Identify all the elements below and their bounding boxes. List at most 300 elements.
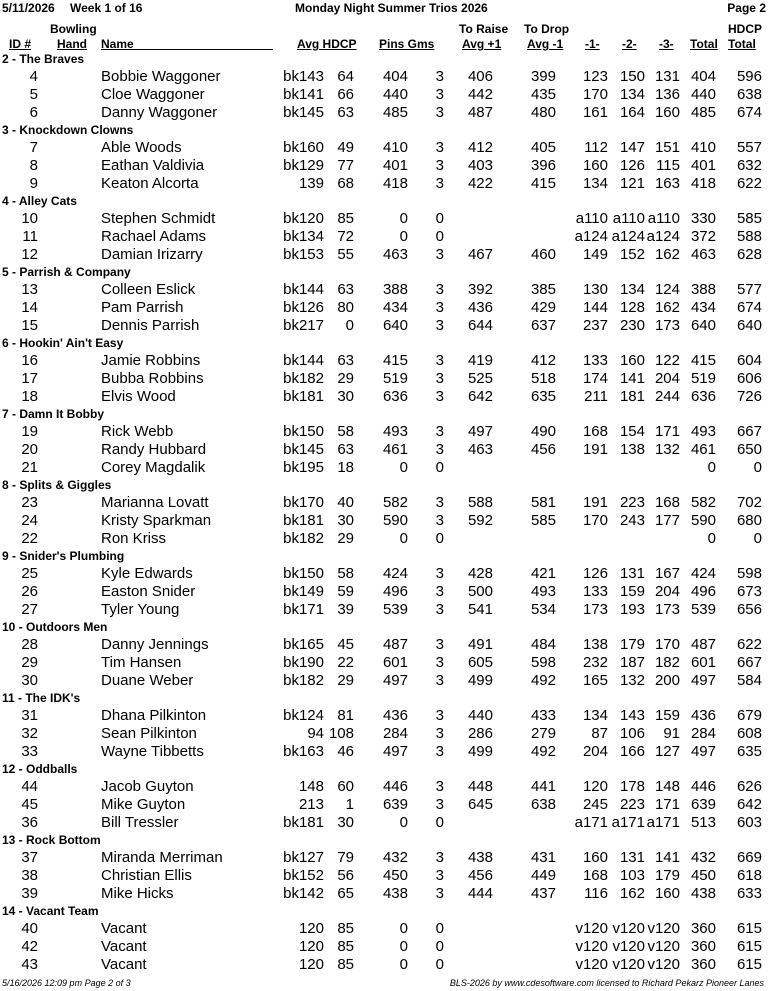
cell-pins: 487: [382, 636, 408, 653]
cell-id: 29: [21, 654, 38, 671]
cell-raise: 525: [467, 370, 493, 387]
cell-drop: 581: [530, 494, 556, 511]
cell-hdcp: 45: [337, 636, 354, 653]
cell-gms: 0: [435, 920, 444, 937]
cell-tot: 461: [690, 441, 716, 458]
cell-raise: 456: [467, 867, 493, 884]
cell-g3: 244: [654, 388, 680, 405]
cell-id: 44: [21, 778, 38, 795]
cell-g2: 134: [619, 86, 645, 103]
cell-avg: bk153: [283, 246, 324, 263]
cell-id: 21: [21, 459, 38, 476]
team-name: 3 - Knockdown Clowns: [2, 123, 134, 137]
cell-gms: 3: [435, 281, 444, 298]
cell-drop: 399: [530, 68, 556, 85]
bowler-row: [0, 441, 768, 459]
cell-tot: 636: [690, 388, 716, 405]
cell-gms: 0: [435, 459, 444, 476]
bowler-row: [0, 849, 768, 867]
bowler-row: [0, 956, 768, 974]
cell-tot: 330: [690, 210, 716, 227]
cell-g1: 133: [582, 352, 608, 369]
cell-htot: 618: [736, 867, 762, 884]
cell-g2: 152: [619, 246, 645, 263]
team-name: 11 - The IDK's: [2, 691, 81, 705]
cell-name: Kyle Edwards: [101, 565, 193, 582]
cell-tot: 401: [690, 157, 716, 174]
bowler-row: [0, 494, 768, 512]
team-heading: [0, 903, 768, 920]
team-name: 10 - Outdoors Men: [2, 620, 108, 634]
cell-g2: 159: [619, 583, 645, 600]
cell-drop: 279: [530, 725, 556, 742]
bowler-row: [0, 281, 768, 299]
cell-name: Rick Webb: [101, 423, 174, 440]
cell-gms: 0: [435, 530, 444, 547]
cell-g3: 167: [654, 565, 680, 582]
cell-pins: 519: [382, 370, 408, 387]
cell-drop: 637: [530, 317, 556, 334]
cell-avg: bk150: [283, 565, 324, 582]
cell-gms: 3: [435, 565, 444, 582]
cell-g1: 144: [582, 299, 608, 316]
cell-g1: 211: [584, 388, 608, 405]
cell-id: 30: [21, 672, 38, 689]
cell-htot: 632: [736, 157, 762, 174]
cell-hdcp: 80: [337, 299, 354, 316]
cell-g2: a171: [611, 814, 645, 831]
cell-g3: 160: [654, 885, 680, 902]
cell-name: Bill Tressler: [101, 814, 179, 831]
cell-avg: 120: [298, 920, 324, 937]
team-name: 4 - Alley Cats: [2, 194, 77, 208]
cell-pins: 461: [382, 441, 408, 458]
col-id: ID #: [9, 37, 32, 51]
cell-g2: 121: [619, 175, 645, 192]
cell-drop: 449: [530, 867, 556, 884]
cell-id: 45: [21, 796, 38, 813]
cell-name: Damian Irizarry: [101, 246, 203, 263]
cell-id: 36: [21, 814, 38, 831]
cell-tot: 539: [690, 601, 716, 618]
cell-gms: 3: [435, 725, 444, 742]
print-info: 5/16/2026 12:09 pm Page 2 of 3: [2, 978, 131, 988]
cell-hdcp: 85: [337, 956, 354, 973]
cell-g2: 132: [619, 672, 645, 689]
cell-pins: 438: [382, 885, 408, 902]
cell-hdcp: 66: [337, 86, 354, 103]
cell-tot: 404: [690, 68, 716, 85]
cell-avg: bk141: [283, 86, 324, 103]
bowler-row: [0, 86, 768, 104]
cell-drop: 492: [530, 672, 556, 689]
cell-tot: 436: [690, 707, 716, 724]
cell-id: 5: [29, 86, 38, 103]
week-label: Week 1 of 16: [70, 1, 143, 15]
cell-raise: 499: [467, 672, 493, 689]
cell-hdcp: 0: [345, 317, 354, 334]
bowler-row: [0, 175, 768, 193]
bowler-row: [0, 157, 768, 175]
cell-pins: 0: [399, 814, 408, 831]
cell-name: Vacant: [101, 956, 147, 973]
cell-tot: 493: [690, 423, 716, 440]
cell-tot: 424: [690, 565, 716, 582]
cell-gms: 3: [435, 86, 444, 103]
cell-htot: 656: [736, 601, 762, 618]
team-heading: [0, 832, 768, 849]
cell-htot: 603: [736, 814, 762, 831]
cell-g1: 170: [582, 512, 608, 529]
cell-hdcp: 1: [345, 796, 354, 813]
cell-g3: 91: [663, 725, 680, 742]
cell-gms: 3: [435, 778, 444, 795]
cell-name: Mike Guyton: [101, 796, 186, 813]
cell-g1: 204: [582, 743, 608, 760]
bowler-row: [0, 920, 768, 938]
cell-name: Duane Weber: [101, 672, 194, 689]
cell-avg: bk195: [283, 459, 324, 476]
cell-pins: 640: [382, 317, 408, 334]
cell-name: Dennis Parrish: [101, 317, 200, 334]
cell-hdcp: 77: [337, 157, 354, 174]
cell-gms: 3: [435, 139, 444, 156]
cell-hdcp: 63: [337, 281, 354, 298]
cell-htot: 596: [736, 68, 762, 85]
cell-g1: v120: [575, 920, 608, 937]
team-heading: [0, 619, 768, 636]
cell-tot: 432: [690, 849, 716, 866]
cell-gms: 3: [435, 796, 444, 813]
bowler-row: [0, 672, 768, 690]
name-underline: [101, 49, 273, 50]
cell-htot: 674: [736, 299, 762, 316]
cell-drop: 412: [530, 352, 556, 369]
team-name: 7 - Damn It Bobby: [2, 407, 105, 421]
cell-id: 8: [29, 157, 38, 174]
cell-gms: 3: [435, 512, 444, 529]
cell-htot: 626: [736, 778, 762, 795]
cell-id: 25: [21, 565, 38, 582]
cell-gms: 3: [435, 636, 444, 653]
cell-pins: 601: [382, 654, 408, 671]
cell-g2: 131: [619, 849, 645, 866]
cell-id: 24: [21, 512, 38, 529]
cell-raise: 487: [467, 104, 493, 121]
cell-g3: 132: [654, 441, 680, 458]
cell-hdcp: 68: [337, 175, 354, 192]
cell-htot: 669: [736, 849, 762, 866]
col-avg-hdcp: Avg HDCP: [297, 37, 357, 51]
cell-raise: 500: [467, 583, 493, 600]
cell-avg: bk165: [283, 636, 324, 653]
cell-pins: 0: [399, 210, 408, 227]
cell-gms: 3: [435, 299, 444, 316]
cell-g1: 87: [591, 725, 608, 742]
cell-raise: 419: [467, 352, 493, 369]
cell-avg: 148: [298, 778, 324, 795]
cell-raise: 403: [467, 157, 493, 174]
cell-g1: 170: [582, 86, 608, 103]
cell-name: Cloe Waggoner: [101, 86, 205, 103]
cell-g3: v120: [647, 938, 680, 955]
cell-id: 14: [21, 299, 38, 316]
cell-id: 22: [21, 530, 38, 547]
cell-g2: 178: [619, 778, 645, 795]
team-heading: [0, 406, 768, 423]
bowler-row: [0, 228, 768, 246]
cell-g3: 200: [654, 672, 680, 689]
cell-htot: 604: [736, 352, 762, 369]
cell-htot: 0: [753, 530, 762, 547]
cell-g3: 182: [654, 654, 680, 671]
cell-raise: 422: [467, 175, 493, 192]
cell-pins: 0: [399, 920, 408, 937]
cell-hdcp: 63: [337, 352, 354, 369]
cell-name: Kristy Sparkman: [101, 512, 212, 529]
cell-g2: 193: [619, 601, 645, 618]
bowler-row: [0, 530, 768, 548]
cell-g2: 223: [619, 494, 645, 511]
col-hand: Hand: [57, 37, 87, 51]
cell-name: Bubba Robbins: [101, 370, 204, 387]
report-title: Monday Night Summer Trios 2026: [295, 1, 488, 15]
cell-tot: 639: [690, 796, 716, 813]
cell-pins: 463: [382, 246, 408, 263]
cell-htot: 598: [736, 565, 762, 582]
cell-drop: 585: [530, 512, 556, 529]
cell-htot: 635: [736, 743, 762, 760]
bowler-row: [0, 565, 768, 583]
cell-pins: 446: [382, 778, 408, 795]
col-hdcp-total: Total: [728, 37, 756, 51]
cell-name: Dhana Pilkinton: [101, 707, 207, 724]
cell-tot: 0: [707, 530, 716, 547]
cell-htot: 606: [736, 370, 762, 387]
cell-g1: 138: [582, 636, 608, 653]
cell-gms: 3: [435, 352, 444, 369]
bowler-row: [0, 707, 768, 725]
cell-id: 31: [21, 707, 38, 724]
cell-htot: 585: [736, 210, 762, 227]
cell-htot: 674: [736, 104, 762, 121]
bowler-row: [0, 636, 768, 654]
cell-g3: 162: [654, 299, 680, 316]
cell-avg: bk143: [283, 68, 324, 85]
cell-htot: 667: [736, 654, 762, 671]
cell-tot: 438: [690, 885, 716, 902]
cell-hdcp: 30: [337, 512, 354, 529]
cell-pins: 436: [382, 707, 408, 724]
cell-tot: 519: [690, 370, 716, 387]
cell-pins: 284: [382, 725, 408, 742]
col-hdcp: HDCP: [728, 22, 763, 36]
cell-pins: 404: [382, 68, 408, 85]
bowler-row: [0, 459, 768, 477]
cell-g1: 161: [582, 104, 608, 121]
cell-drop: 534: [530, 601, 556, 618]
cell-htot: 642: [736, 796, 762, 813]
report-date: 5/11/2026: [2, 1, 55, 15]
cell-raise: 499: [467, 743, 493, 760]
cell-g3: 162: [654, 246, 680, 263]
report-header: [0, 0, 768, 16]
cell-g1: 168: [582, 867, 608, 884]
cell-g1: 160: [582, 157, 608, 174]
cell-drop: 480: [530, 104, 556, 121]
cell-htot: 622: [736, 636, 762, 653]
cell-id: 6: [29, 104, 38, 121]
cell-g3: 124: [654, 281, 680, 298]
cell-pins: 496: [382, 583, 408, 600]
bowler-row: [0, 68, 768, 86]
cell-pins: 639: [382, 796, 408, 813]
cell-name: Bobbie Waggoner: [101, 68, 221, 85]
cell-g2: 143: [619, 707, 645, 724]
bowler-row: [0, 743, 768, 761]
cell-avg: bk134: [283, 228, 324, 245]
cell-drop: 460: [530, 246, 556, 263]
cell-g1: 149: [582, 246, 608, 263]
cell-name: Tim Hansen: [101, 654, 182, 671]
cell-tot: 487: [690, 636, 716, 653]
cell-tot: 0: [707, 459, 716, 476]
cell-g1: 191: [582, 441, 608, 458]
cell-avg: bk126: [283, 299, 324, 316]
cell-gms: 3: [435, 104, 444, 121]
cell-raise: 644: [467, 317, 493, 334]
cell-pins: 0: [399, 459, 408, 476]
cell-hdcp: 29: [337, 672, 354, 689]
cell-drop: 437: [530, 885, 556, 902]
cell-pins: 410: [382, 139, 408, 156]
cell-g2: 103: [619, 867, 645, 884]
cell-avg: bk149: [283, 583, 324, 600]
standings-table: [0, 51, 768, 974]
cell-gms: 3: [435, 370, 444, 387]
cell-g1: 120: [582, 778, 608, 795]
cell-g3: v120: [647, 920, 680, 937]
cell-tot: 410: [690, 139, 716, 156]
cell-pins: 415: [382, 352, 408, 369]
cell-tot: 360: [690, 938, 716, 955]
cell-raise: 463: [467, 441, 493, 458]
cell-name: Danny Waggoner: [101, 104, 218, 121]
col-avg-plus-1: Avg +1: [462, 37, 502, 51]
cell-avg: bk190: [283, 654, 324, 671]
cell-tot: 360: [690, 920, 716, 937]
cell-gms: 3: [435, 743, 444, 760]
cell-raise: 448: [467, 778, 493, 795]
col-game-2: -2-: [622, 37, 637, 51]
cell-htot: 622: [736, 175, 762, 192]
cell-avg: 139: [298, 175, 324, 192]
cell-drop: 638: [530, 796, 556, 813]
cell-gms: 3: [435, 707, 444, 724]
cell-pins: 493: [382, 423, 408, 440]
cell-pins: 424: [382, 565, 408, 582]
bowler-row: [0, 654, 768, 672]
cell-tot: 640: [690, 317, 716, 334]
cell-gms: 0: [435, 814, 444, 831]
cell-drop: 490: [530, 423, 556, 440]
cell-g2: v120: [612, 938, 645, 955]
cell-gms: 3: [435, 494, 444, 511]
cell-g3: 170: [654, 636, 680, 653]
cell-id: 42: [21, 938, 38, 955]
cell-htot: 650: [736, 441, 762, 458]
column-header: [0, 20, 768, 52]
cell-pins: 418: [382, 175, 408, 192]
team-heading: [0, 761, 768, 778]
cell-g2: 162: [619, 885, 645, 902]
cell-id: 38: [21, 867, 38, 884]
cell-raise: 286: [467, 725, 493, 742]
cell-raise: 491: [467, 636, 493, 653]
cell-drop: 435: [530, 86, 556, 103]
cell-drop: 456: [530, 441, 556, 458]
cell-pins: 432: [382, 849, 408, 866]
col-game-1: -1-: [585, 37, 600, 51]
cell-g3: 148: [654, 778, 680, 795]
cell-tot: 418: [690, 175, 716, 192]
cell-hdcp: 63: [337, 104, 354, 121]
cell-g3: a171: [646, 814, 680, 831]
cell-g1: 126: [582, 565, 608, 582]
cell-name: Rachael Adams: [101, 228, 207, 245]
cell-hdcp: 39: [337, 601, 354, 618]
col-to-drop: To Drop: [524, 22, 570, 36]
cell-pins: 497: [382, 672, 408, 689]
team-heading: [0, 690, 768, 707]
cell-g3: 204: [654, 583, 680, 600]
cell-hdcp: 85: [337, 920, 354, 937]
cell-name: Keaton Alcorta: [101, 175, 199, 192]
cell-id: 15: [21, 317, 38, 334]
cell-avg: bk150: [283, 423, 324, 440]
bowler-row: [0, 938, 768, 956]
cell-g1: 123: [582, 68, 608, 85]
cell-id: 28: [21, 636, 38, 653]
cell-raise: 541: [467, 601, 493, 618]
cell-avg: 120: [298, 938, 324, 955]
cell-drop: 396: [530, 157, 556, 174]
cell-id: 12: [21, 246, 38, 263]
team-heading: [0, 264, 768, 281]
cell-pins: 485: [382, 104, 408, 121]
cell-hdcp: 81: [337, 707, 354, 724]
cell-raise: 438: [467, 849, 493, 866]
cell-avg: bk124: [283, 707, 324, 724]
cell-htot: 615: [736, 920, 762, 937]
cell-raise: 497: [467, 423, 493, 440]
cell-id: 17: [21, 370, 38, 387]
cell-htot: 633: [736, 885, 762, 902]
cell-htot: 640: [736, 317, 762, 334]
bowler-row: [0, 370, 768, 388]
cell-g2: 138: [619, 441, 645, 458]
cell-g1: 165: [582, 672, 608, 689]
cell-g3: a110: [647, 210, 680, 227]
cell-name: Randy Hubbard: [101, 441, 207, 458]
cell-hdcp: 79: [337, 849, 354, 866]
col-bowling: Bowling: [50, 22, 97, 36]
cell-htot: 673: [736, 583, 762, 600]
cell-raise: 442: [467, 86, 493, 103]
bowler-row: [0, 139, 768, 157]
cell-tot: 440: [690, 86, 716, 103]
cell-tot: 284: [690, 725, 716, 742]
